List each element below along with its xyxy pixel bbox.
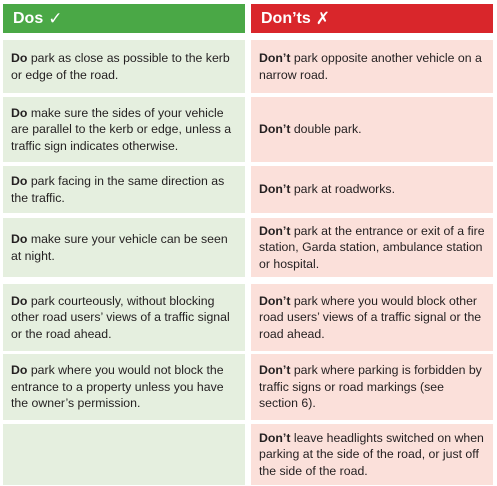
dont-text-3: Don’t park at roadworks. xyxy=(259,182,395,197)
do-cell-6 xyxy=(3,354,245,420)
dont-cell-2 xyxy=(251,97,493,162)
donts-header-label: Don’ts xyxy=(261,9,311,27)
dont-text-1: Don’t park opposite another vehicle on a narrow road. xyxy=(259,51,482,82)
cross-icon: ✗ xyxy=(315,8,331,28)
dont-text-2: Don’t double park. xyxy=(259,122,362,137)
dos-column-header xyxy=(3,4,245,33)
do-cell-2 xyxy=(3,97,245,162)
do-cell-4 xyxy=(3,218,245,277)
dont-text-5: Don’t park where you would block other road users’ views of a traffic signal or the road ahead. xyxy=(259,293,482,341)
do-cell-3 xyxy=(3,166,245,213)
do-cell-7-empty xyxy=(3,424,245,485)
dos-header-label: Dos xyxy=(13,9,44,27)
donts-column-header xyxy=(251,4,493,33)
check-icon: ✓ xyxy=(48,8,63,28)
dont-cell-6 xyxy=(251,354,493,420)
do-text-5: Do park courteously, without blocking other road users’ views of a traffic signal or the road ahead. xyxy=(11,293,230,341)
dont-text-7: Don’t leave headlights switched on when parking at the side of the road, or just off the side of the road. xyxy=(259,430,484,478)
do-cell-5 xyxy=(3,284,245,351)
dont-cell-3 xyxy=(251,166,493,213)
dont-cell-1 xyxy=(251,40,493,93)
do-text-1: Do park as close as possible to the kerb or edge of the road. xyxy=(11,51,230,82)
dont-cell-7 xyxy=(251,424,493,485)
dont-text-4: Don’t park at the entrance or exit of a fire station, Garda station, ambulance station or hospital. xyxy=(259,223,485,271)
dont-cell-5 xyxy=(251,284,493,351)
dont-text-6: Don’t park where parking is forbidden by traffic signs or road markings (see section 6). xyxy=(259,363,482,411)
do-text-4: Do make sure your vehicle can be seen at night. xyxy=(11,232,228,263)
do-text-6: Do park where you would not block the entrance to a property unless you have the owner’s permission. xyxy=(11,363,224,411)
do-text-3: Do park facing in the same direction as the traffic. xyxy=(11,174,225,205)
do-text-2: Do make sure the sides of your vehicle are parallel to the kerb or edge, unless a traffic sign indicates otherwise. xyxy=(11,105,232,153)
dont-cell-4 xyxy=(251,218,493,277)
do-cell-1 xyxy=(3,40,245,93)
